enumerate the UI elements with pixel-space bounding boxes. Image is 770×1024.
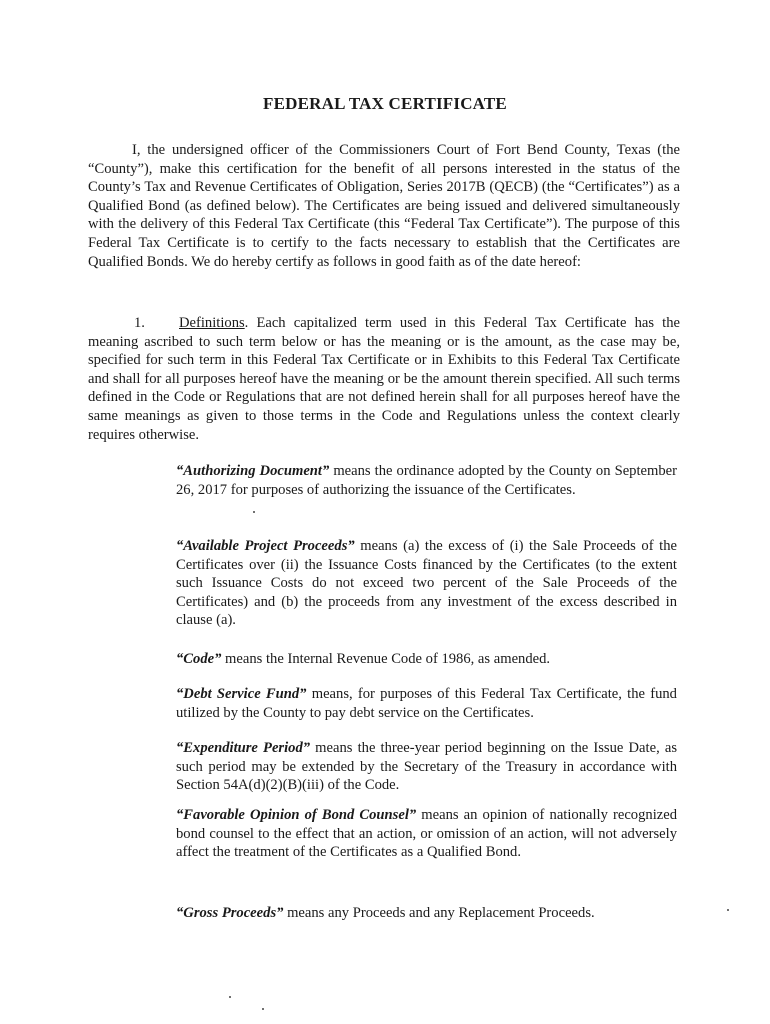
section-number: 1.	[134, 315, 145, 331]
definition-text: means any Proceeds and any Replacement Proceeds.	[283, 905, 595, 921]
definition-term: “Debt Service Fund”	[176, 686, 307, 702]
scan-speck	[253, 511, 255, 513]
document-title: FEDERAL TAX CERTIFICATE	[263, 94, 507, 113]
definition-text: means an opinion of nationally recognized bond counsel to the effect that an action, or omission of an action, will not adversely affect the treatment of the Certificates as a Qualified Bond.	[176, 807, 677, 861]
section-heading: Definitions	[179, 315, 245, 331]
definition-text: means (a) the excess of (i) the Sale Proceeds of the Certificates over (ii) the Issuance Costs financed by the Certificates (to the extent such Issuance Costs do not exceed two percent of the Sale Proceeds of the Certificates) and (b) the proceeds from any investment of the excess described in clause (a).	[176, 538, 677, 629]
definition-term: “Expenditure Period”	[176, 740, 311, 756]
intro-paragraph: I, the undersigned officer of the Commissioners Court of Fort Bend County, Texas (the “County”), make this certification for the benefit of all persons interested in the status of the County’s Tax and Revenue Certificates of Obligation, Series 2017B (QECB) (the “Certificates”) as a Qualified Bond (as defined below). The Certificates are being issued and delivered simultaneously with the delivery of this Federal Tax Certificate (this “Federal Tax Certificate”). The purpose of this Federal Tax Certificate is to certify to the facts necessary to establish that the Certificates are Qualified Bonds. We do hereby certify as follows in good faith as of the date hereof:	[88, 142, 680, 270]
definition-term: “Gross Proceeds”	[176, 905, 284, 921]
definition-text: means the three-year period beginning on the Issue Date, as such period may be extended by the Secretary of the Treasury in accordance with Section 54A(d)(2)(B)(iii) of the Code.	[176, 740, 678, 794]
definition-item	[176, 650, 677, 669]
definition-term: “Available Project Proceeds”	[176, 538, 355, 554]
scan-speck	[727, 909, 729, 911]
definition-term: “Code”	[176, 651, 222, 667]
definition-term: “Authorizing Document”	[176, 463, 330, 479]
definitions-paragraph	[88, 314, 680, 444]
definition-item	[176, 806, 677, 862]
definition-term: “Favorable Opinion of Bond Counsel”	[176, 807, 417, 823]
definition-item	[176, 739, 677, 795]
definition-text: means, for purposes of this Federal Tax Certificate, the fund utilized by the County to pay debt service on the Certificates.	[176, 686, 677, 721]
scan-speck	[229, 996, 231, 998]
definition-item	[176, 537, 677, 630]
definition-item	[176, 462, 677, 499]
scan-speck	[262, 1008, 264, 1010]
definition-text: means the Internal Revenue Code of 1986, as amended.	[221, 651, 551, 667]
section-text: . Each capitalized term used in this Federal Tax Certificate has the meaning ascribed to such term below or has the meaning or is the amount, as the case may be, specified for such term in this Federal Tax Certificate or in Exhibits to this Federal Tax Certificate and shall for all purposes hereof have the meaning or be the amount therein specified. All such terms defined in the Code or Regulations that are not defined herein shall for all purposes hereof have the same meanings as given to those terms in the Code and Regulations unless the context clearly requires otherwise.	[88, 315, 680, 443]
definition-item	[176, 904, 677, 923]
definition-item	[176, 685, 677, 722]
definition-text: means the ordinance adopted by the County on September 26, 2017 for purposes of authorizing the issuance of the Certificates.	[176, 463, 677, 498]
